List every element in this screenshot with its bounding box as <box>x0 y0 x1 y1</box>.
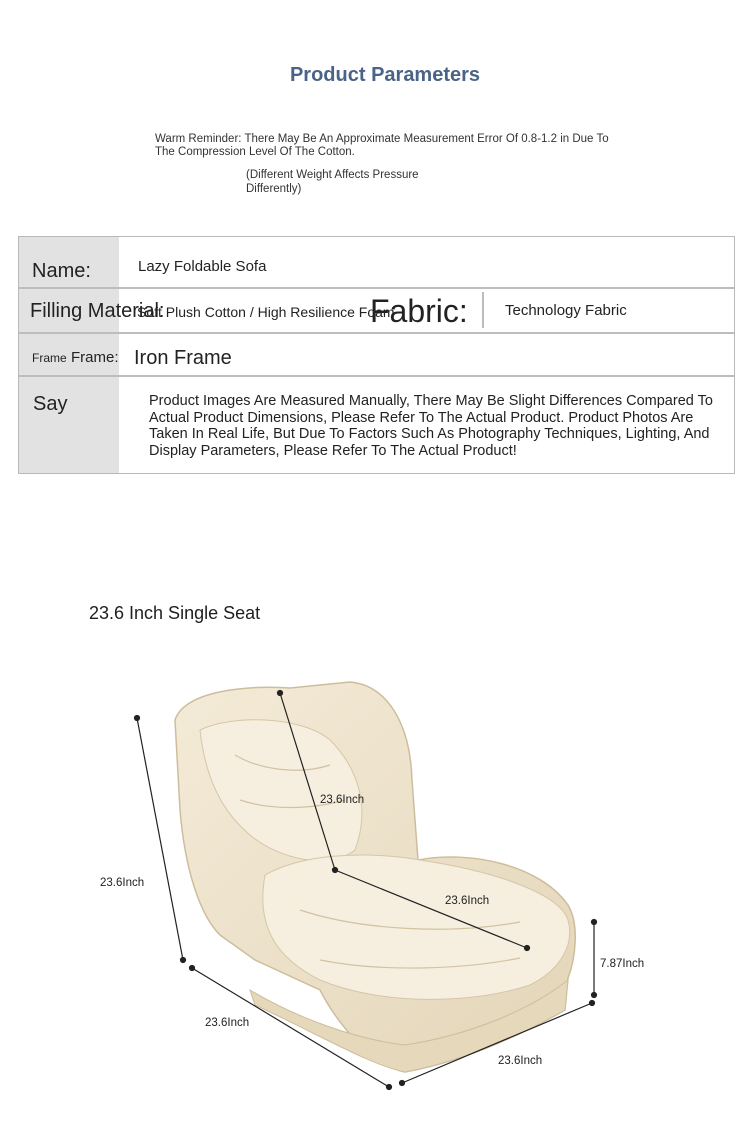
pressure-note: (Different Weight Affects Pressure Differently) <box>246 169 419 195</box>
sofa-image <box>175 682 575 1072</box>
row-divider <box>19 375 734 377</box>
fabric-value: Technology Fabric <box>505 302 627 319</box>
dim-back-width: 23.6Inch <box>320 794 365 806</box>
dim-seat-depth: 23.6Inch <box>445 895 490 907</box>
name-value: Lazy Foldable Sofa <box>138 258 267 275</box>
filling-value: Soft Plush Cotton / High Resilience Foam <box>137 304 395 320</box>
seat-title: 23.6 Inch Single Seat <box>89 603 261 623</box>
say-label: Say <box>33 393 68 415</box>
dim-back-height: 23.6Inch <box>100 877 145 889</box>
sofa-illustration <box>0 660 750 1123</box>
dim-thickness: 7.87Inch <box>600 958 645 970</box>
filling-label: Filling Material: <box>30 300 165 322</box>
fabric-label: Fabric: <box>370 293 468 329</box>
warm-reminder: Warm Reminder: There May Be An Approximate Measurement Error Of 0.8-1.2 in Due To The Compression Level Of The Cotton. <box>155 133 609 158</box>
dim-front-width: 23.6Inch <box>498 1055 543 1067</box>
frame-value: Iron Frame <box>134 347 232 369</box>
frame-small-label: Frame <box>32 351 67 365</box>
dim-side-length: 23.6Inch <box>205 1017 250 1029</box>
row-divider <box>19 287 734 289</box>
say-value: Product Images Are Measured Manually, There May Be Slight Differences Compared To Actual Product Dimensions, Please Refer To The Actual Product. Product Photos Are Taken In Real Life, But Due To Factors Such As Photography Techniques, Lighting, And Display Parameters, Please Refer To The Actual Product! <box>149 393 713 459</box>
page-title: Product Parameters <box>289 64 481 86</box>
row-divider <box>19 332 734 334</box>
parameters-table <box>18 236 735 474</box>
fabric-divider <box>482 292 484 328</box>
frame-label: Frame: <box>71 349 119 366</box>
name-label: Name: <box>32 260 91 282</box>
